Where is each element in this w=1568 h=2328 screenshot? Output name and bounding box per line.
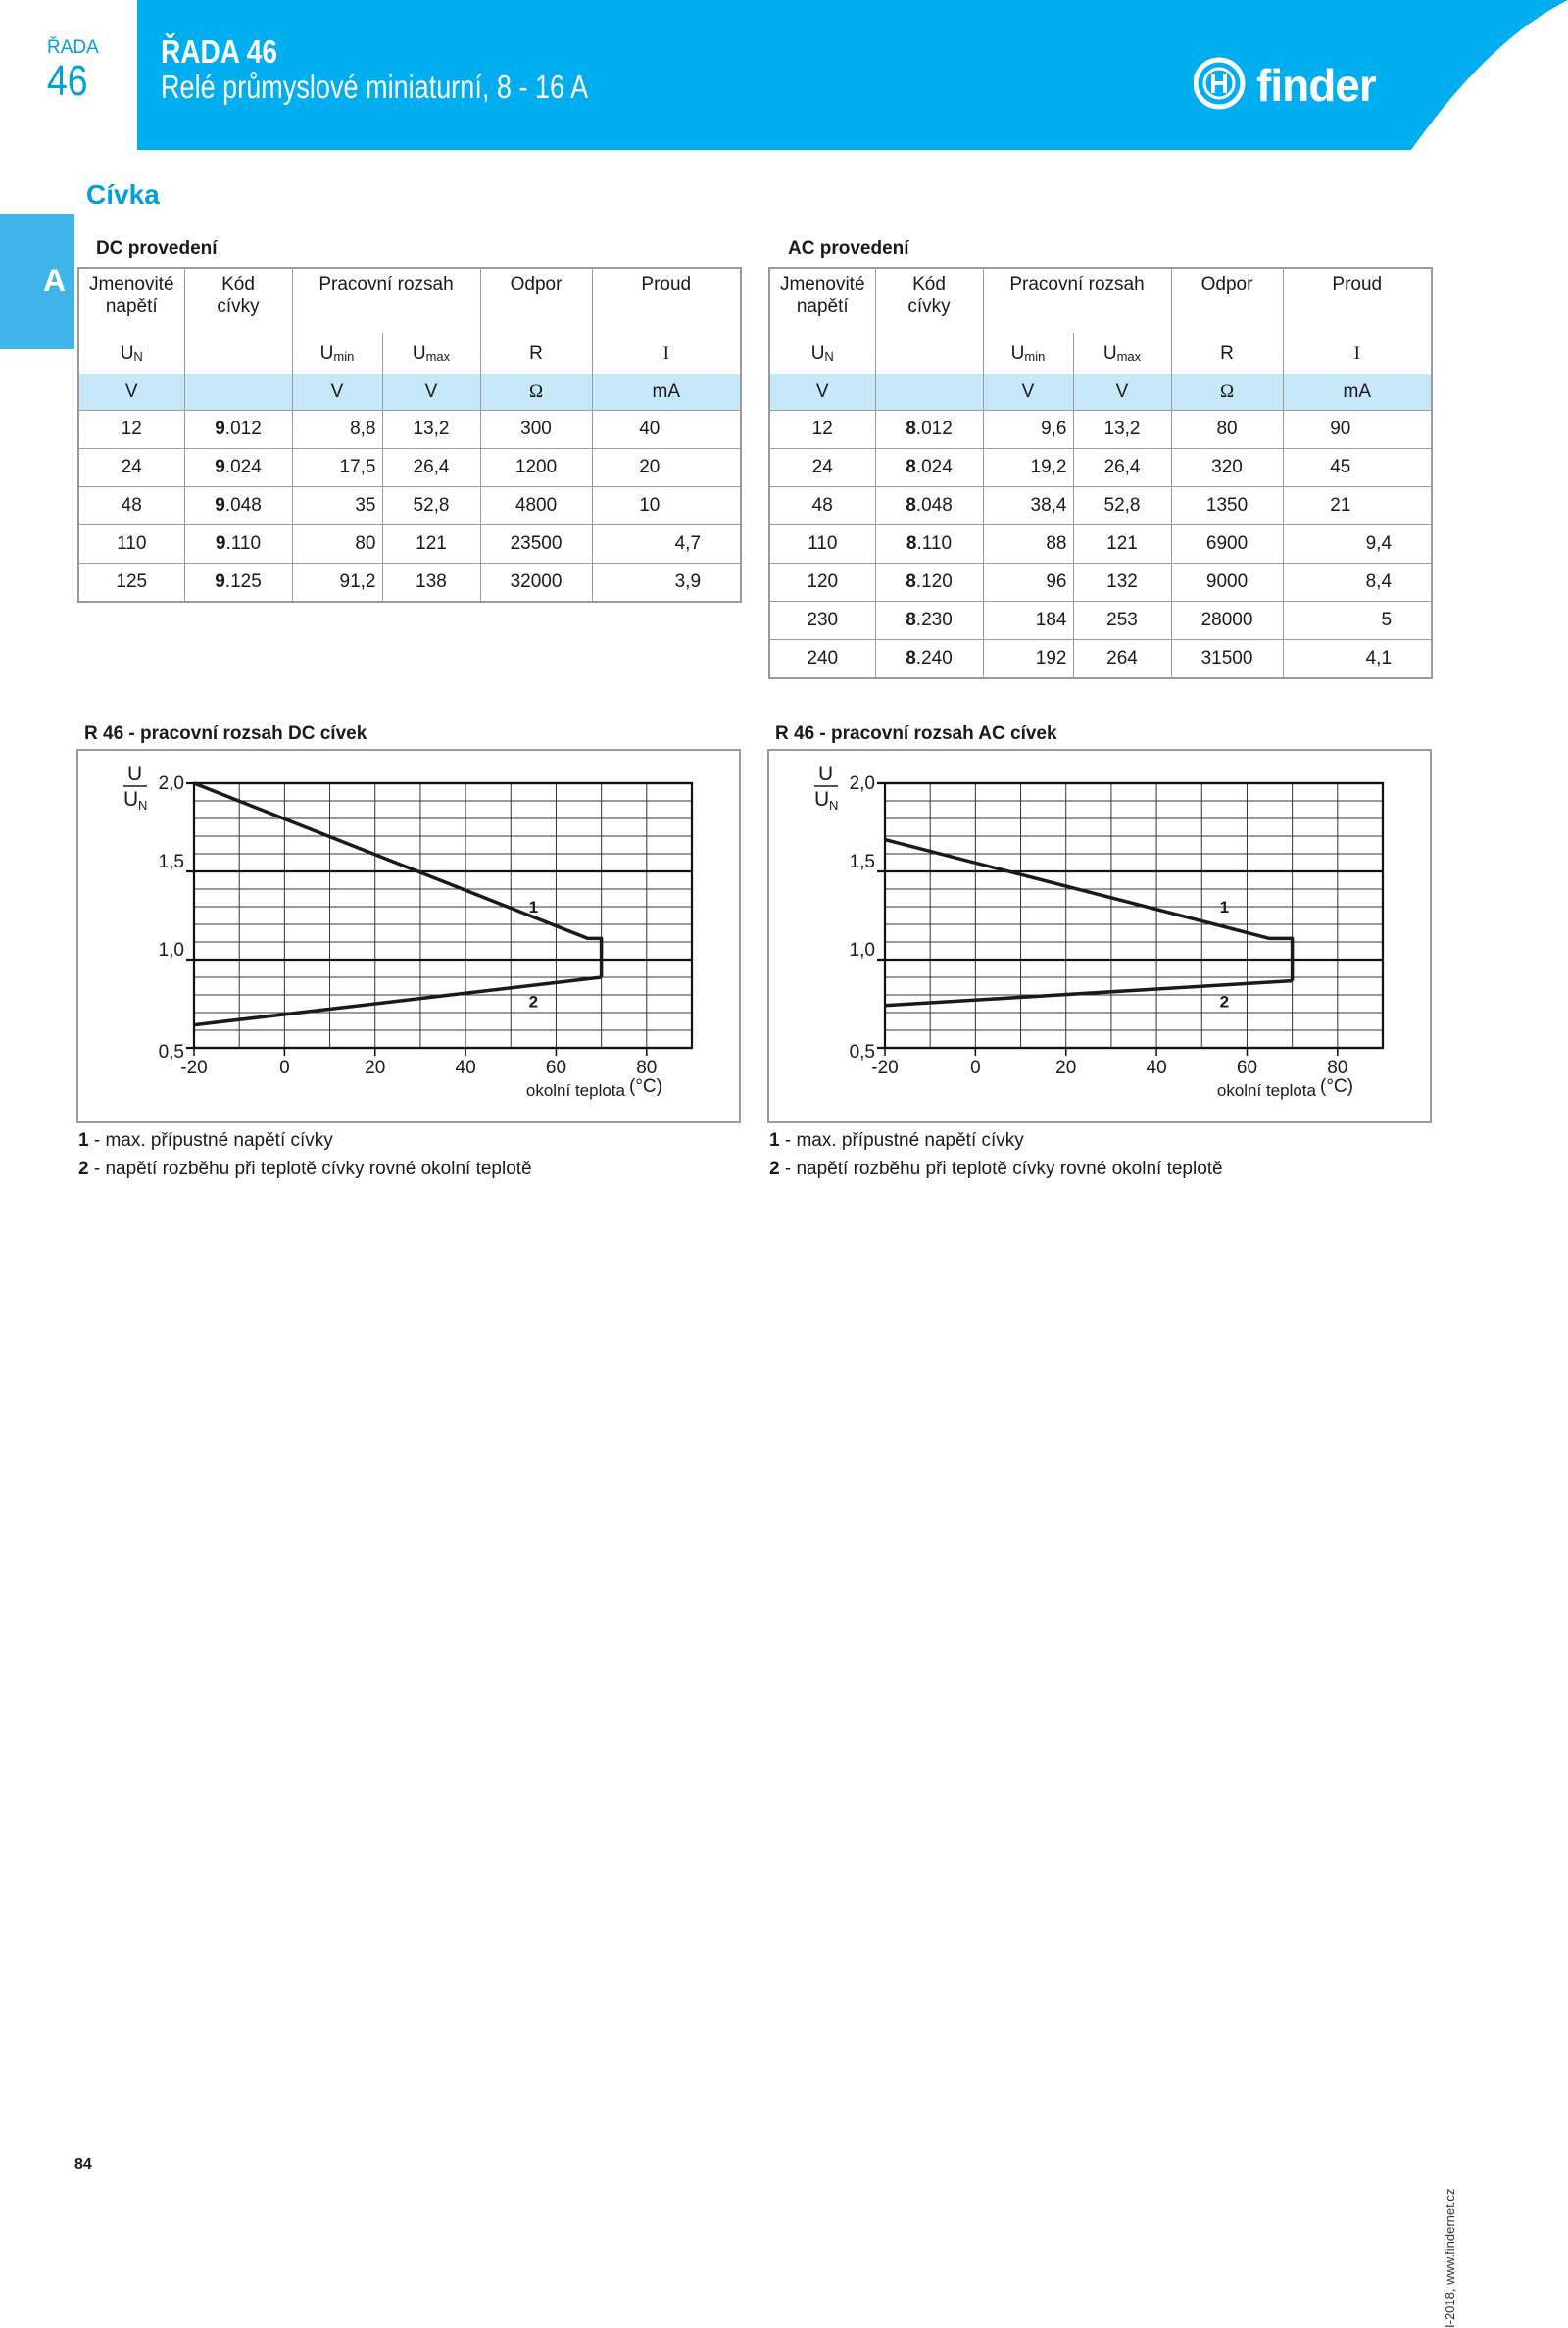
x-axis-label: okolní teplota bbox=[1216, 1081, 1316, 1100]
legend-text: - max. přípustné napětí cívky bbox=[784, 1130, 1024, 1151]
table-row bbox=[78, 411, 741, 449]
series-label: 1 bbox=[1219, 898, 1230, 916]
plot-area bbox=[885, 783, 1383, 1048]
coil-code-prefix: 9 bbox=[215, 571, 225, 592]
coil-code-prefix: 9 bbox=[215, 457, 225, 477]
x-tick-label: 80 bbox=[636, 1058, 658, 1078]
coil-code-suffix: .125 bbox=[224, 571, 262, 592]
symbol-umin-sub: min bbox=[333, 349, 355, 364]
coil-code-suffix: .240 bbox=[915, 648, 953, 669]
y-axis-label-numerator: U bbox=[127, 763, 143, 785]
table-row bbox=[769, 449, 1432, 487]
cell-umax: 264 bbox=[1073, 640, 1171, 679]
x-axis-unit: (°C) bbox=[629, 1076, 662, 1097]
cell-current: 45 bbox=[1283, 449, 1432, 487]
series-number: 46 bbox=[47, 57, 88, 105]
x-tick-label: -20 bbox=[180, 1058, 208, 1078]
coil-code-suffix: .048 bbox=[224, 495, 262, 516]
cell-current: 3,9 bbox=[592, 564, 741, 603]
symbol-r: R bbox=[1220, 343, 1234, 364]
coil-code-prefix: 8 bbox=[906, 648, 916, 669]
y-axis-label-subscript: N bbox=[138, 798, 148, 813]
cell-umax: 52,8 bbox=[1073, 487, 1171, 525]
cell-umin: 8,8 bbox=[292, 411, 382, 449]
cell-nominal-voltage: 240 bbox=[769, 640, 875, 679]
ac-operating-range-chart bbox=[767, 749, 1432, 1123]
symbol-i: I bbox=[1353, 343, 1360, 364]
table-row bbox=[769, 564, 1432, 602]
unit-v: V bbox=[382, 374, 480, 411]
dc-legend-1 bbox=[78, 1130, 333, 1152]
cell-umax: 253 bbox=[1073, 602, 1171, 640]
cell-umax: 121 bbox=[1073, 525, 1171, 564]
coil-code-prefix: 9 bbox=[215, 495, 225, 516]
cell-resistance: 300 bbox=[480, 411, 592, 449]
symbol-r: R bbox=[529, 343, 543, 364]
y-axis-label-subscript: N bbox=[829, 798, 839, 813]
coil-code-prefix: 8 bbox=[906, 457, 916, 477]
header-code-2: cívky bbox=[217, 296, 260, 317]
ac-chart-caption: R 46 - pracovní rozsah AC cívek bbox=[775, 723, 1057, 744]
dc-chart-caption: R 46 - pracovní rozsah DC cívek bbox=[84, 723, 368, 744]
table-header-row bbox=[78, 268, 741, 333]
cell-resistance: 80 bbox=[1171, 411, 1283, 449]
table-row bbox=[78, 525, 741, 564]
cell-umin: 17,5 bbox=[292, 449, 382, 487]
coil-code-suffix: .230 bbox=[915, 610, 953, 630]
section-tab bbox=[0, 214, 74, 349]
y-tick-label: 2,0 bbox=[158, 773, 184, 794]
series-label: ŘADA bbox=[47, 37, 99, 58]
coil-code-suffix: .110 bbox=[916, 533, 953, 554]
series-label: 2 bbox=[528, 992, 539, 1012]
cell-resistance: 4800 bbox=[480, 487, 592, 525]
cell-resistance: 9000 bbox=[1171, 564, 1283, 602]
legend-text: - napětí rozběhu při teplotě cívky rovné okolní teplotě bbox=[784, 1159, 1223, 1179]
cell-resistance: 32000 bbox=[480, 564, 592, 603]
page-title: ŘADA 46 bbox=[161, 33, 277, 70]
x-tick-label: -20 bbox=[871, 1058, 899, 1078]
legend-text: - max. přípustné napětí cívky bbox=[93, 1130, 333, 1151]
cell-current: 9,4 bbox=[1283, 525, 1432, 564]
coil-code-suffix: .024 bbox=[915, 457, 953, 477]
cell-resistance: 1350 bbox=[1171, 487, 1283, 525]
dc-operating-range-chart bbox=[76, 749, 741, 1123]
x-axis-label: okolní teplota bbox=[525, 1081, 625, 1100]
legend-key: 1 bbox=[78, 1130, 89, 1151]
table-row bbox=[769, 411, 1432, 449]
ac-coil-table bbox=[768, 267, 1433, 679]
header-nominal: Jmenovité bbox=[779, 274, 865, 295]
y-axis-label-denominator: U bbox=[123, 788, 139, 811]
cell-resistance: 31500 bbox=[1171, 640, 1283, 679]
cell-nominal-voltage: 110 bbox=[78, 525, 184, 564]
coil-code-suffix: .048 bbox=[915, 495, 953, 516]
x-tick-label: 60 bbox=[545, 1058, 567, 1078]
cell-nominal-voltage: 110 bbox=[769, 525, 875, 564]
table-row bbox=[78, 449, 741, 487]
cell-umin: 38,4 bbox=[983, 487, 1073, 525]
symbol-un: U bbox=[120, 343, 134, 364]
cell-resistance: 1200 bbox=[480, 449, 592, 487]
cell-coil-code bbox=[875, 640, 983, 679]
symbol-umax: U bbox=[1102, 343, 1117, 364]
legend-key: 2 bbox=[769, 1159, 780, 1179]
cell-umin: 35 bbox=[292, 487, 382, 525]
cell-umin: 88 bbox=[983, 525, 1073, 564]
cell-umax: 138 bbox=[382, 564, 480, 603]
coil-code-suffix: .024 bbox=[224, 457, 262, 477]
dc-coil-table bbox=[77, 267, 742, 603]
ac-legend-2 bbox=[769, 1159, 1223, 1180]
y-tick-label: 1,0 bbox=[158, 940, 184, 961]
table-row bbox=[769, 640, 1432, 679]
x-tick-label: 80 bbox=[1327, 1058, 1348, 1078]
cell-nominal-voltage: 12 bbox=[769, 411, 875, 449]
x-tick-label: 60 bbox=[1236, 1058, 1258, 1078]
header-resistance: Odpor bbox=[510, 274, 563, 295]
unit-v: V bbox=[1073, 374, 1171, 411]
legend-text: - napětí rozběhu při teplotě cívky rovné okolní teplotě bbox=[93, 1159, 532, 1179]
table-row bbox=[769, 487, 1432, 525]
cell-coil-code bbox=[875, 449, 983, 487]
header-resistance: Odpor bbox=[1200, 274, 1253, 295]
x-tick-label: 0 bbox=[970, 1058, 981, 1078]
cell-current: 4,7 bbox=[592, 525, 741, 564]
table-row bbox=[769, 602, 1432, 640]
coil-code-suffix: .012 bbox=[915, 419, 953, 439]
header-range: Pracovní rozsah bbox=[318, 274, 454, 295]
cell-nominal-voltage: 230 bbox=[769, 602, 875, 640]
unit-v: V bbox=[769, 374, 875, 411]
y-tick-label: 1,5 bbox=[158, 852, 184, 872]
cell-nominal-voltage: 48 bbox=[78, 487, 184, 525]
cell-current: 10 bbox=[592, 487, 741, 525]
coil-code-prefix: 9 bbox=[215, 419, 225, 439]
symbol-umin: U bbox=[319, 343, 334, 364]
unit-ohm: Ω bbox=[480, 374, 592, 411]
table-unit-row bbox=[769, 374, 1432, 411]
cell-umax: 26,4 bbox=[1073, 449, 1171, 487]
symbol-umax-sub: max bbox=[425, 349, 451, 364]
symbol-un: U bbox=[810, 343, 825, 364]
unit-ma: mA bbox=[592, 374, 741, 411]
x-tick-label: 40 bbox=[455, 1058, 476, 1078]
header-code-2: cívky bbox=[907, 296, 951, 317]
plot-area bbox=[194, 783, 692, 1048]
symbol-i: I bbox=[662, 343, 669, 364]
cell-umin: 19,2 bbox=[983, 449, 1073, 487]
cell-umax: 26,4 bbox=[382, 449, 480, 487]
header-nominal-2: napětí bbox=[105, 296, 158, 317]
series-line-2 bbox=[194, 977, 602, 1025]
y-axis-label-numerator: U bbox=[818, 763, 834, 785]
header-nominal: Jmenovité bbox=[88, 274, 174, 295]
y-tick-label: 0,5 bbox=[849, 1042, 875, 1063]
cell-coil-code bbox=[184, 487, 292, 525]
cell-current: 21 bbox=[1283, 487, 1432, 525]
header-nominal-2: napětí bbox=[796, 296, 849, 317]
unit-v: V bbox=[292, 374, 382, 411]
legend-key: 1 bbox=[769, 1130, 780, 1151]
section-tab-letter: A bbox=[43, 263, 67, 298]
cell-umax: 13,2 bbox=[1073, 411, 1171, 449]
cell-nominal-voltage: 48 bbox=[769, 487, 875, 525]
coil-code-suffix: .012 bbox=[224, 419, 262, 439]
cell-resistance: 23500 bbox=[480, 525, 592, 564]
x-axis-unit: (°C) bbox=[1320, 1076, 1353, 1097]
cell-coil-code bbox=[875, 487, 983, 525]
dc-legend-2 bbox=[78, 1159, 532, 1180]
unit-v: V bbox=[983, 374, 1073, 411]
cell-umax: 132 bbox=[1073, 564, 1171, 602]
cell-coil-code bbox=[184, 449, 292, 487]
y-tick-label: 1,0 bbox=[849, 940, 875, 961]
coil-code-prefix: 8 bbox=[906, 495, 916, 516]
cell-umin: 192 bbox=[983, 640, 1073, 679]
cell-current: 40 bbox=[592, 411, 741, 449]
symbol-umin: U bbox=[1010, 343, 1025, 364]
cell-coil-code bbox=[875, 411, 983, 449]
cell-umin: 184 bbox=[983, 602, 1073, 640]
footer-side-note: I-2018, www.findernet.cz bbox=[1443, 2188, 1457, 2328]
coil-code-prefix: 8 bbox=[906, 533, 917, 554]
table-row bbox=[78, 487, 741, 525]
unit-ohm: Ω bbox=[1171, 374, 1283, 411]
symbol-umin-sub: min bbox=[1024, 349, 1046, 364]
y-axis-label-denominator: U bbox=[814, 788, 830, 811]
cell-current: 4,1 bbox=[1283, 640, 1432, 679]
cell-coil-code bbox=[184, 564, 292, 603]
page-subtitle: Relé průmyslové miniaturní, 8 - 16 A bbox=[161, 69, 589, 105]
legend-key: 2 bbox=[78, 1159, 89, 1179]
ac-table-caption: AC provedení bbox=[788, 238, 909, 259]
cell-umin: 9,6 bbox=[983, 411, 1073, 449]
cell-umin: 80 bbox=[292, 525, 382, 564]
coil-code-suffix: .110 bbox=[225, 533, 262, 554]
series-line-2 bbox=[885, 981, 1293, 1006]
table-symbol-row bbox=[78, 333, 741, 374]
x-tick-label: 20 bbox=[365, 1058, 386, 1078]
cell-coil-code bbox=[875, 602, 983, 640]
table-row bbox=[769, 525, 1432, 564]
cell-umin: 96 bbox=[983, 564, 1073, 602]
unit-ma: mA bbox=[1283, 374, 1432, 411]
x-tick-label: 20 bbox=[1055, 1058, 1077, 1078]
cell-umax: 121 bbox=[382, 525, 480, 564]
cell-nominal-voltage: 120 bbox=[769, 564, 875, 602]
cell-current: 5 bbox=[1283, 602, 1432, 640]
header-code: Kód bbox=[221, 274, 255, 295]
cell-resistance: 320 bbox=[1171, 449, 1283, 487]
brand-wordmark: finder bbox=[1256, 60, 1376, 111]
symbol-un-sub: N bbox=[824, 349, 834, 364]
page-number: 84 bbox=[74, 2156, 92, 2173]
series-label: 2 bbox=[1219, 992, 1230, 1012]
coil-code-prefix: 8 bbox=[906, 610, 916, 630]
cell-umax: 52,8 bbox=[382, 487, 480, 525]
cell-umin: 91,2 bbox=[292, 564, 382, 603]
cell-umax: 13,2 bbox=[382, 411, 480, 449]
header-code: Kód bbox=[912, 274, 946, 295]
y-tick-label: 1,5 bbox=[849, 852, 875, 872]
cell-resistance: 28000 bbox=[1171, 602, 1283, 640]
cell-nominal-voltage: 24 bbox=[769, 449, 875, 487]
x-tick-label: 40 bbox=[1146, 1058, 1167, 1078]
coil-code-prefix: 8 bbox=[906, 419, 916, 439]
symbol-un-sub: N bbox=[133, 349, 143, 364]
ac-legend-1 bbox=[769, 1130, 1024, 1152]
coil-code-prefix: 8 bbox=[906, 571, 916, 592]
table-header-row bbox=[769, 268, 1432, 333]
coil-code-suffix: .120 bbox=[915, 571, 953, 592]
section-title: Cívka bbox=[86, 179, 160, 210]
table-unit-row bbox=[78, 374, 741, 411]
x-tick-label: 0 bbox=[279, 1058, 290, 1078]
cell-coil-code bbox=[875, 564, 983, 602]
cell-coil-code bbox=[184, 411, 292, 449]
cell-nominal-voltage: 12 bbox=[78, 411, 184, 449]
header-current: Proud bbox=[641, 274, 692, 295]
cell-current: 8,4 bbox=[1283, 564, 1432, 602]
cell-nominal-voltage: 125 bbox=[78, 564, 184, 603]
cell-coil-code bbox=[875, 525, 983, 564]
coil-code-prefix: 9 bbox=[215, 533, 226, 554]
cell-resistance: 6900 bbox=[1171, 525, 1283, 564]
symbol-umax-sub: max bbox=[1116, 349, 1142, 364]
y-tick-label: 2,0 bbox=[849, 773, 875, 794]
symbol-umax: U bbox=[412, 343, 426, 364]
dc-table-caption: DC provedení bbox=[96, 238, 218, 259]
header-current: Proud bbox=[1332, 274, 1383, 295]
cell-coil-code bbox=[184, 525, 292, 564]
cell-current: 90 bbox=[1283, 411, 1432, 449]
unit-v: V bbox=[78, 374, 184, 411]
series-label: 1 bbox=[528, 898, 539, 916]
cell-nominal-voltage: 24 bbox=[78, 449, 184, 487]
y-tick-label: 0,5 bbox=[158, 1042, 184, 1063]
cell-current: 20 bbox=[592, 449, 741, 487]
header-range: Pracovní rozsah bbox=[1009, 274, 1145, 295]
table-row bbox=[78, 564, 741, 603]
series-line-1 bbox=[194, 783, 602, 977]
table-symbol-row bbox=[769, 333, 1432, 374]
